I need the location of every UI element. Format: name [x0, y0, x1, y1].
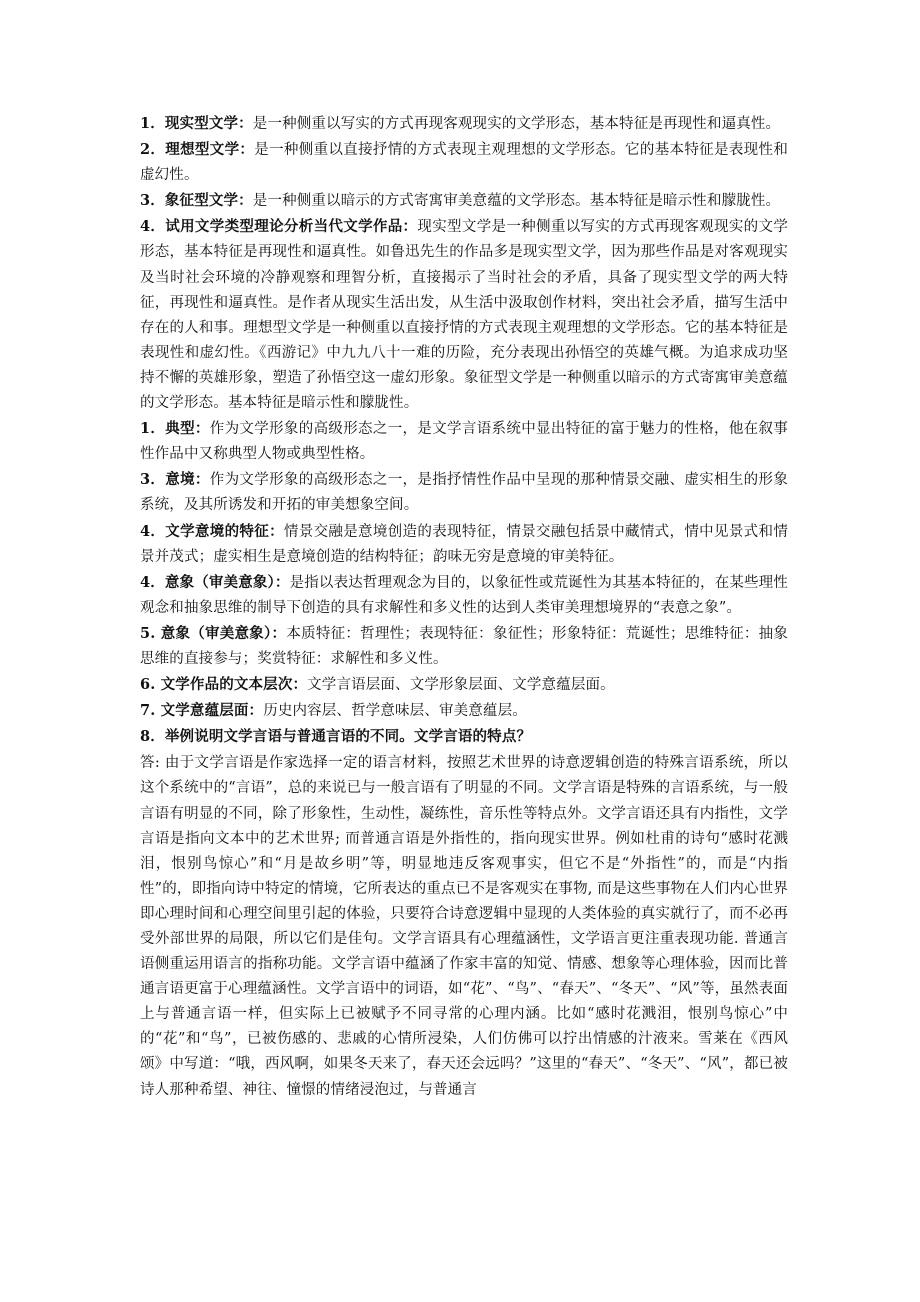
entry-term: 8．举例说明文学言语与普通言语的不同。文学言语的特点？ [140, 728, 532, 746]
entry-genre-analysis [140, 214, 788, 416]
entry-body: 答: 由于文学言语是作家选择一定的语言材料，按照艺术世界的诗意逻辑创造的特殊言语系统，所以这个系统中的“言语”，总的来说已与一般言语有了明显的不同。文学言语是特殊的言语系统，与一般言语有明显的不同，除了形象性，生动性，凝练性，音乐性等特点外。文学言语还具有内指性，文学言语是指向文本中的艺术世界; 而普通言语是外指性的，指向现实世界。例如杜甫的诗句“感时花溅泪，恨别鸟惊心”和“月是故乡明”等，明显地违反客观事实，但它不是“外指性”的，而是“内指性”的，即指向诗中特定的情境，它所表达的重点已不是客观实在事物, 而是这些事物在人们内心世界即心理时间和心理空间里引起的体验，只要符合诗意逻辑中显现的人类体验的真实就行了，而不必再受外部世界的局限，所以它们是佳句。文学言语具有心理蕴涵性，文学语言更注重表现功能. 普通言语侧重运用语言的指称功能。文学言语中蕴涵了作家丰富的知觉、情感、想象等心理体验，因而比普通言语更富于心理蕴涵性。文学言语中的词语，如“花”、“鸟”、“春天”、“冬天”、“风”等，虽然表面上与普通言语一样，但实际上已被赋予不同寻常的心理内涵。比如“感时花溅泪，恨别鸟惊心”中的“花”和“鸟”，已被伤感的、悲戚的心情所浸染，人们仿佛可以拧出情感的汁液来。雪莱在《西风颂》中写道：“哦，西风啊，如果冬天来了，春天还会远吗？”这里的“春天”、“冬天”、“风”，都已被诗人那种希望、神往、憧憬的情绪浸泡过，与普通言 [140, 755, 788, 1098]
entry-body: 历史内容层、哲学意味层、审美意蕴层。 [263, 703, 527, 720]
entry-term: 4．试用文学类型理论分析当代文学作品： [140, 218, 418, 236]
entry-conception-features [140, 519, 788, 570]
entry-artistic-conception [140, 467, 788, 518]
document-page [140, 111, 788, 1103]
entry-imagery-definition [140, 570, 788, 621]
entry-answer [140, 750, 788, 1102]
entry-typical [140, 416, 788, 467]
entry-question [140, 724, 788, 750]
entry-imagery-features [140, 621, 788, 672]
entry-body: 是一种侧重以写实的方式再现客观现实的文学形态，基本特征是再现性和逼真性。 [252, 116, 781, 132]
entry-term: 4．文学意境的特征： [140, 522, 284, 540]
entry-term: 7. 文学意蕴层面： [140, 702, 264, 720]
entry-body: 情景交融是意境创造的表现特征，情景交融包括景中藏情式，情中见景式和情景并茂式；虚实相生是意境创造的结构特征；韵味无穷是意境的审美特征。 [140, 523, 788, 565]
entry-term: 1．典型： [140, 420, 210, 438]
entry-body: 作为文学形象的高级形态之一，是指抒情性作品中呈现的那种情景交融、虚实相生的形象系统，及其所诱发和开拓的审美想象空间。 [140, 472, 788, 514]
entry-term: 4．意象（审美意象）： [140, 573, 290, 591]
entry-meaning-level [140, 698, 788, 724]
entry-body: 是一种侧重以直接抒情的方式表现主观理想的文学形态。它的基本特征是表现性和虚幻性。 [140, 142, 788, 184]
entry-term: 5. 意象（审美意象）： [140, 624, 287, 642]
entry-symbolist-literature [140, 188, 788, 214]
entry-body: 作为文学形象的高级形态之一，是文学言语系统中显出特征的富于魅力的性格，他在叙事性作品中又称典型人物或典型性格。 [140, 421, 788, 463]
entry-term: 3．意境： [140, 471, 210, 489]
entry-term: 6. 文学作品的文本层次： [140, 676, 308, 694]
entry-realist-literature [140, 111, 788, 137]
entry-idealist-literature [140, 137, 788, 188]
entry-term: 2．理想型文学： [140, 141, 255, 159]
entry-text-levels [140, 672, 788, 698]
entry-body: 文学言语层面、文学形象层面、文学意蕴层面。 [307, 677, 615, 694]
entry-body: 是指以表达哲理观念为目的，以象征性或荒诞性为其基本特征的，在某些理性观念和抽象思维的制导下创造的具有求解性和多义性的达到人类审美理想境界的“表意之象”。 [140, 574, 788, 616]
entry-body: 是一种侧重以暗示的方式寄寓审美意蕴的文学形态。基本特征是暗示性和朦胧性。 [252, 193, 781, 210]
entry-body: 现实型文学是一种侧重以写实的方式再现客观现实的文学形态，基本特征是再现性和逼真性。如鲁迅先生的作品多是现实型文学，因为那些作品是对客观现实及当时社会环境的冷静观察和理智分析，直接揭示了当时社会的矛盾，具备了现实型文学的两大特征，再现性和逼真性。是作者从现实生活出发，从生活中汲取创作材料，突出社会矛盾，描写生活中存在的人和事。理想型文学是一种侧重以直接抒情的方式表现主观理想的文学形态。它的基本特征是表现性和虚幻性。《西游记》中九九八十一难的历险，充分表现出孙悟空的英雄气概。为追求成功坚持不懈的英雄形象，塑造了孙悟空这一虚幻形象。象征型文学是一种侧重以暗示的方式寄寓审美意蕴的文学形态。基本特征是暗示性和朦胧性。 [140, 219, 788, 412]
entry-term: 3．象征型文学： [140, 192, 253, 210]
entry-body: 本质特征：哲理性；表现特征：象征性；形象特征：荒诞性；思维特征：抽象思维的直接参与；奖赏特征：求解性和多义性。 [140, 625, 788, 667]
entry-term: 1．现实型文学： [140, 115, 253, 132]
